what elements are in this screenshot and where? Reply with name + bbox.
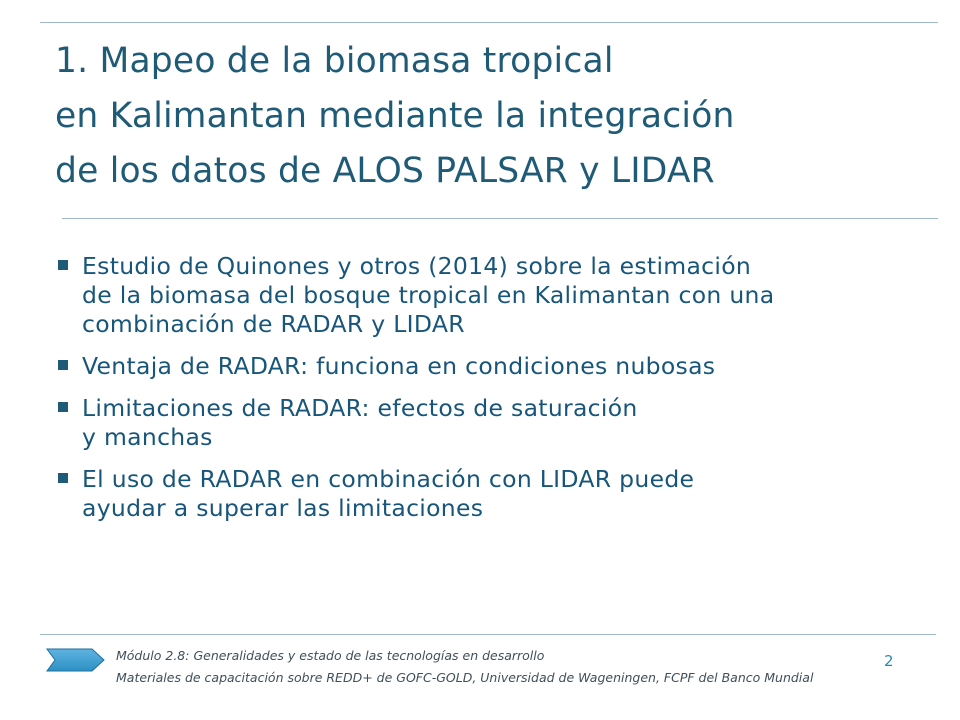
bullet-line: combinación de RADAR y LIDAR [82,310,465,338]
square-bullet-icon [58,402,68,412]
page-number: 2 [884,652,894,670]
title-line: en Kalimantan mediante la integración [55,96,735,136]
bullet-text [82,465,936,523]
bullet-line: Estudio de Quinones y otros (2014) sobre la estimación [82,252,752,280]
title-line: de los datos de ALOS PALSAR y LIDAR [55,151,715,191]
bullet-line: ayudar a superar las limitaciones [82,494,484,522]
bullet-line: de la biomasa del bosque tropical en Kalimantan con una [82,281,775,309]
top-divider [40,22,938,23]
footer-module-line: Módulo 2.8: Generalidades y estado de las tecnologías en desarrollo [116,648,545,663]
slide-title [55,34,935,199]
bullet-item [56,465,936,523]
bullet-line: El uso de RADAR en combinación con LIDAR puede [82,465,695,493]
footer-credits [116,645,916,689]
bullet-line: y manchas [82,423,213,451]
bullet-item [56,394,936,452]
chevron-arrow-icon [46,648,106,672]
title-divider [62,218,938,219]
square-bullet-icon [58,260,68,270]
bullet-line: Limitaciones de RADAR: efectos de saturación [82,394,638,422]
bullet-text [82,352,936,381]
bullet-list [56,252,936,536]
bullet-text [82,252,936,339]
footer-divider [40,634,936,635]
square-bullet-icon [58,360,68,370]
bullet-item [56,352,936,381]
square-bullet-icon [58,473,68,483]
bullet-line: Ventaja de RADAR: funciona en condiciones nubosas [82,352,716,380]
footer-materials-line: Materiales de capacitación sobre REDD+ de GOFC-GOLD, Universidad de Wageningen, FCPF del Banco Mundial [116,670,814,685]
bullet-item [56,252,936,339]
title-line: 1. Mapeo de la biomasa tropical [55,41,614,81]
bullet-text [82,394,936,452]
